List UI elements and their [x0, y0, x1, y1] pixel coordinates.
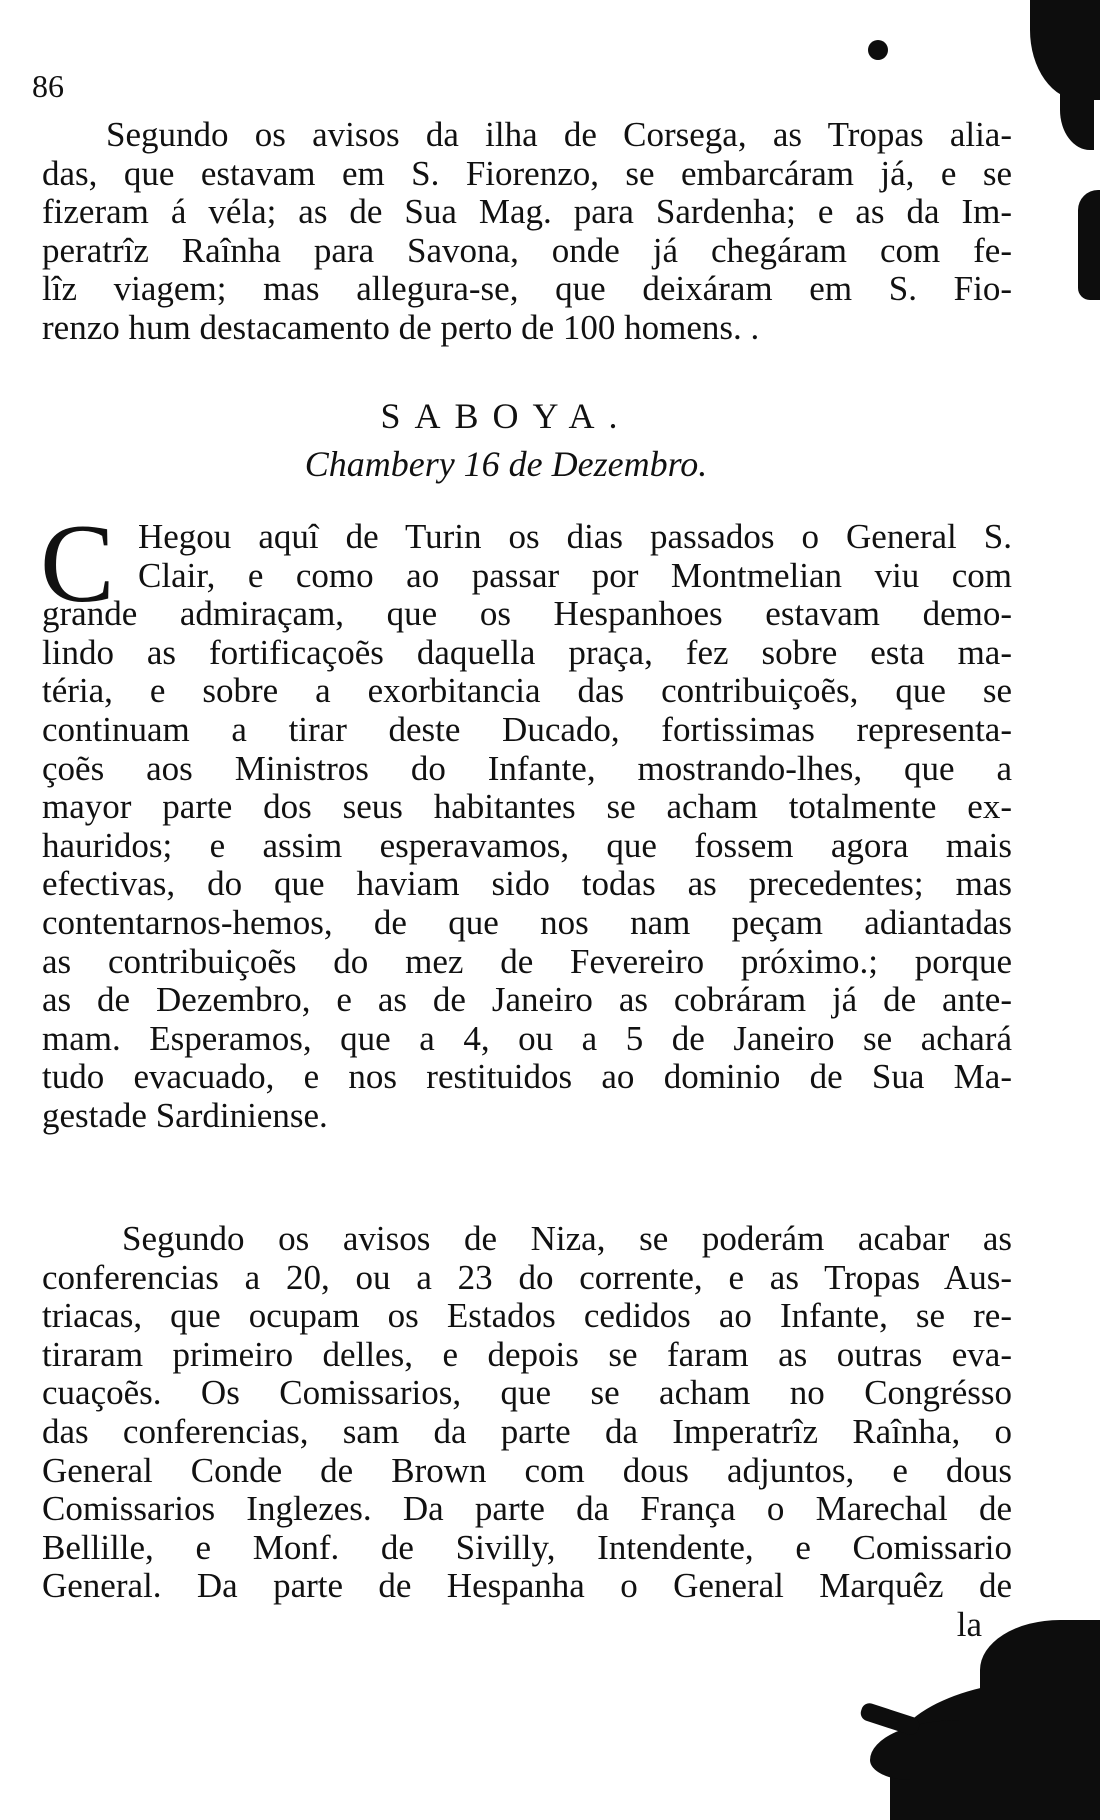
text-line: contentarnos-hemos, de que nos nam peçam adiantadas — [42, 902, 1012, 942]
text-line: Comissarios Inglezes. Da parte da França o Marechal de — [42, 1489, 1012, 1529]
text-line: Segundo os avisos de Niza, se poderám acabar as — [122, 1219, 1012, 1258]
text-line: tiraram primeiro delles, e depois se faram as outras eva- — [42, 1334, 1012, 1374]
text-line: gestade Sardiniense. — [42, 1095, 328, 1135]
catchword: la — [956, 1604, 982, 1644]
text-line: das conferencias, sam da parte da Imperatrîz Raînha, o — [42, 1411, 1012, 1451]
drop-cap: C — [40, 502, 115, 626]
text-line: continuam a tirar deste Ducado, fortissimas representa- — [42, 709, 1012, 749]
text-line: as contribuiçoẽs do mez de Fevereiro próximo.; porque — [42, 941, 1012, 981]
section-heading: SABOYA. — [380, 396, 632, 436]
ink-dot — [868, 40, 888, 60]
text-line: Hegou aquî de Turin os dias passados o General S. — [138, 517, 1012, 556]
paragraph-niza — [42, 1220, 1012, 1645]
text-line: Bellille, e Monf. de Sivilly, Intendente, e Comissario — [42, 1527, 1012, 1567]
text-line: triacas, que ocupam os Estados cedidos ao Infante, se re- — [42, 1296, 1012, 1336]
ink-stain-bottom-spread — [870, 1720, 990, 1780]
text-line: çoẽs aos Ministros do Infante, mostrando-lhes, que a — [42, 748, 1012, 788]
text-line: grande admiraçam, que os Hespanhoes estavam demo- — [42, 594, 1012, 634]
text-line: lîz viagem; mas allegura-se, que deixáram em S. Fio- — [42, 269, 1012, 309]
ink-stain-top-right — [1030, 0, 1100, 100]
text-line: hauridos; e assim esperavamos, que fossem agora mais — [42, 825, 1012, 865]
text-line: lindo as fortificaçoẽs daquella praça, fez sobre esta ma- — [42, 632, 1012, 672]
text-line: tudo evacuado, e nos restituidos ao dominio de Sua Ma- — [42, 1057, 1012, 1097]
text-line: General. Da parte de Hespanha o General Marquêz de — [42, 1566, 1012, 1606]
ink-stain-right-edge — [1078, 190, 1100, 300]
paragraph-corsega — [42, 116, 1012, 348]
ink-stain-bottom-streak — [859, 1701, 922, 1737]
text-line: Segundo os avisos da ilha de Corsega, as Tropas alia- — [106, 115, 1012, 154]
text-line: mayor parte dos seus habitantes se acham totalmente ex- — [42, 787, 1012, 827]
text-line: General Conde de Brown com dous adjuntos, e dous — [42, 1450, 1012, 1490]
text-line: fizeram á véla; as de Sua Mag. para Sardenha; e as da Im- — [42, 192, 1012, 232]
text-line: renzo hum destacamento de perto de 100 homens. . — [42, 307, 760, 347]
dateline: Chambery 16 de Dezembro. — [304, 444, 708, 484]
text-line: téria, e sobre a exorbitancia das contribuiçoẽs, que se — [42, 671, 1012, 711]
text-line: Clair, e como ao passar por Montmelian viu com — [138, 555, 1012, 595]
page-number: 86 — [32, 68, 64, 104]
text-line: das, que estavam em S. Fiorenzo, se embarcáram já, e se — [42, 153, 1012, 193]
ink-stain-top-right-drip — [1060, 90, 1094, 150]
text-line: efectivas, do que haviam sido todas as precedentes; mas — [42, 864, 1012, 904]
text-line: peratrîz Raînha para Savona, onde já chegáram com fe- — [42, 230, 1012, 270]
text-line: conferencias a 20, ou a 23 do corrente, e as Tropas Aus- — [42, 1257, 1012, 1297]
text-line: cuaçoẽs. Os Comissarios, que se acham no Congrésso — [42, 1373, 1012, 1413]
text-line: mam. Esperamos, que a 4, ou a 5 de Janeiro se achará — [42, 1018, 1012, 1058]
paragraph-chambery — [42, 518, 1012, 1136]
text-line: as de Dezembro, e as de Janeiro as cobráram já de ante- — [42, 980, 1012, 1020]
